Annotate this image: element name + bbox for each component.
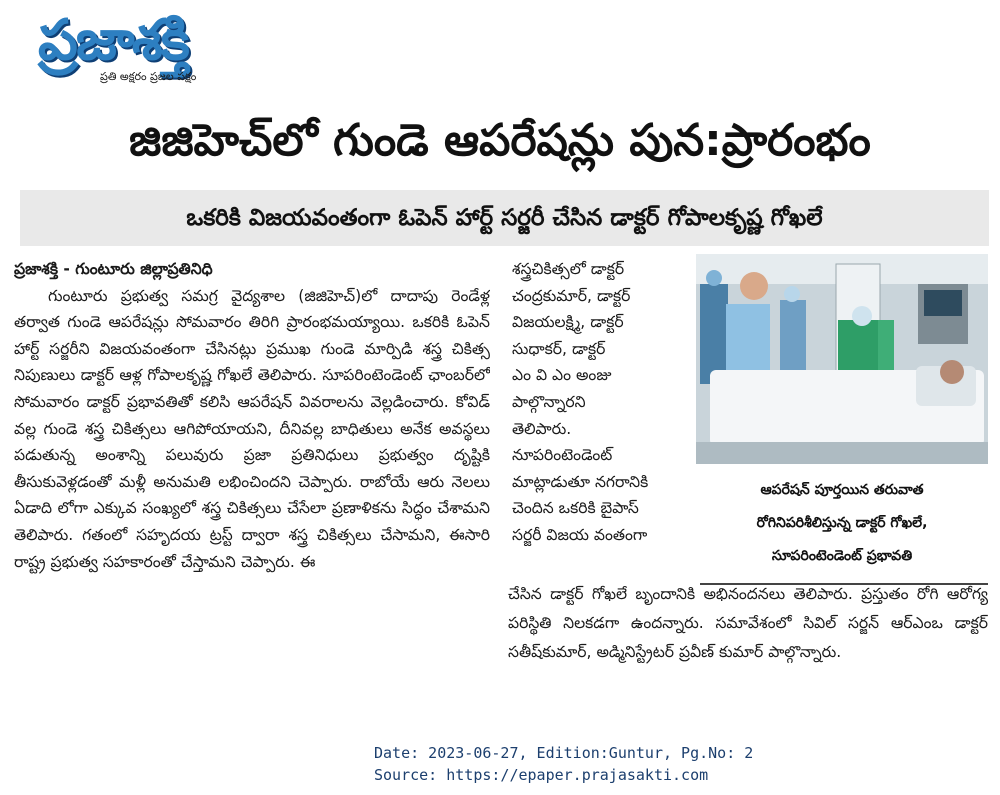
hospital-photo <box>696 254 988 464</box>
article-column-2-line: విజయలక్ష్మి, డాక్టర్‌ <box>512 313 624 332</box>
article-headline: జిజిహెచ్‌లో గుండె ఆపరేషన్లు పున:ప్రారంభం <box>129 115 871 166</box>
source-info <box>374 742 753 786</box>
source-url-line[interactable]: Source: https://epaper.prajasakti.com <box>374 766 709 784</box>
article-column-2-line: చంద్రకుమార్‌, డాక్టర్‌ <box>512 286 631 305</box>
photo-caption-line: ఆపరేషన్‌ పూర్తయిన తరువాత <box>760 482 924 498</box>
article-body-part-1: గుంటూరు ప్రభుత్వ సమగ్ర వైద్యశాల (జిజిహెచ్‌)లో దాదాపు రెండేళ్ల తర్వాత గుండె ఆపరేషన్లు సోమవారం తిరిగి ప్రారంభమయ్యాయి. ఒకరికి ఓపెన్‌ హార్ట్‌ సర్జరీని విజయవంతంగా చేసినట్లు ప్రముఖ గుండె మార్పిడి శస్త్ర చికిత్స నిపుణులు డాక్టర్‌ ఆళ్ల గోపాలకృష్ణ గోఖలే తెలిపారు. సూపరింటెండెంట్‌ ఛాంబర్‌లో సోమవారం డాక్టర్‌ ప్రభావతితో కలిసి ఆపరేషన్‌ వివరాలను వెల్లడించారు. కోవిడ్‌ వల్ల గుండె శస్త్ర చికిత్సలు ఆగిపోయాయని, దీనివల్ల బాధితులు అనేక అవస్థలు పడుతున్న అంశాన్ని పలువురు ప్రజా ప్రతినిధులు ప్రభుత్వం దృష్టికి తీసుకువెళ్లడంతో మళ్లీ అనుమతి లభించిందని చెప్పారు. రాబోయే ఆరు నెలలు ఏడాది లోగా ఎక్కువ సంఖ్యలో శస్త్ర చికిత్సలు చేసేలా ప్రణాళికను సిద్ధం చేశామని తెలిపారు. గతంలో సహృదయ ట్రస్ట్‌ ద్వారా శస్త్ర చికిత్సలు చేసామని, ఈసారి రాష్ట్ర ప్రభుత్వ సహకారంతో చేస్తామని చెప్పారు. ఈ <box>14 286 490 571</box>
article-subheadline: ఒకరికి విజయవంతంగా ఓపెన్‌ హార్ట్‌ సర్జరీ చేసిన డాక్టర్‌ గోపాలకృష్ణ గోఖలే <box>186 205 823 231</box>
subheadline-bar <box>20 190 989 246</box>
photo-caption-line: సూపరింటెండెంట్‌ ప్రభావతి <box>771 548 913 564</box>
hospital-room-illustration <box>696 254 988 464</box>
masthead <box>38 8 288 90</box>
article-column-2-line: శస్త్రచికిత్సలో డాక్టర్‌ <box>512 260 625 278</box>
photo-caption-line: రోగినిపరిశీలిస్తున్న డాక్టర్‌ గోఖలే, <box>756 515 928 531</box>
article-column-2-line: మాట్లాడుతూ నగరానికి <box>512 472 649 491</box>
article-column-2-line: సర్జరీ విజయ వంతంగా <box>512 525 648 544</box>
article-column-3 <box>508 580 988 730</box>
article-column-2-line: తెలిపారు. <box>512 419 572 438</box>
article-column-2-line: చెందిన ఒకరికి బైపాస్‌ <box>512 499 639 518</box>
article-column-1 <box>14 256 490 726</box>
masthead-tagline: ప్రతి అక్షరం ప్రజల పక్షం <box>100 70 197 83</box>
edition-date-line: Date: 2023-06-27, Edition:Guntur, Pg.No: 2 <box>374 744 754 762</box>
article-column-2-line: సుధాకర్‌, డాక్టర్‌ <box>512 339 606 358</box>
article-column-2 <box>512 256 690 586</box>
article-dateline: ప్రజాశక్తి - గుంటూరు జిల్లాప్రతినిధి <box>14 260 213 278</box>
article-column-2-line: నూపరింటెండెంట్‌ <box>512 446 613 465</box>
article-column-2-line: ఎం వి ఎం అంజు <box>512 366 612 385</box>
newspaper-logo: ప్రజాశక్తి <box>38 8 188 73</box>
article-column-2-line: పాల్గొన్నారని <box>512 392 586 411</box>
article-body-part-3: చేసిన డాక్టర్‌ గోఖలే బృందానికి అభినందనలు తెలిపారు. ప్రస్తుతం రోగి ఆరోగ్య పరిస్థితి నిలకడగా ఉందన్నారు. సమావేశంలో సివిల్‌ సర్జన్‌ ఆర్‌ఎంఒ డాక్టర్‌ సతీష్‌కుమార్‌, అడ్మినిస్ట్రేటర్‌ ప్రవీణ్‌ కుమార్‌ పాల్గొన్నారు. <box>508 585 988 661</box>
photo-caption <box>700 474 984 573</box>
